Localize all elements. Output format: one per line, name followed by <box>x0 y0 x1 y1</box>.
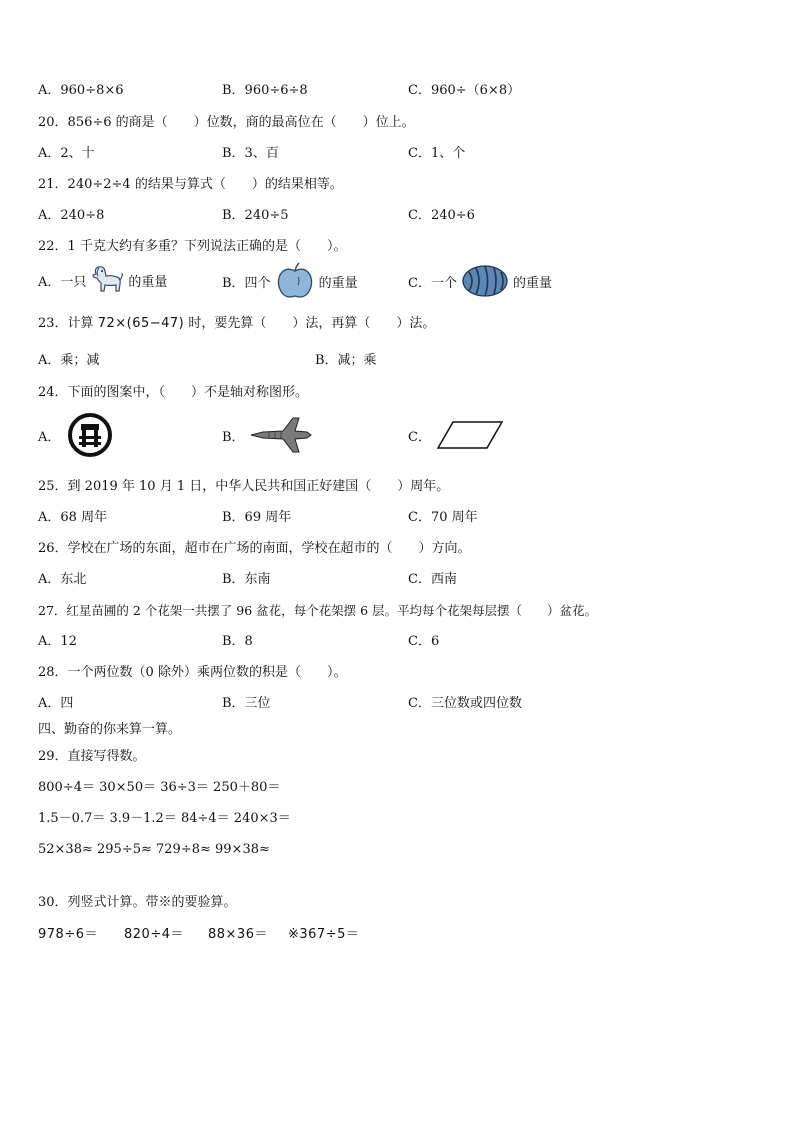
q30-text: 30．列竖式计算。带※的要验算。 <box>38 895 237 910</box>
q23-expression: 72×(65−47) <box>97 316 185 331</box>
q27-option-a: A．12 <box>38 634 77 649</box>
q30-expr-4: ※367÷5＝ <box>288 927 360 942</box>
q26-option-a: A．东北 <box>38 572 87 587</box>
bank-logo-icon <box>64 412 116 464</box>
q21-option-c: C．240÷6 <box>408 208 475 223</box>
q22-option-c-suffix: 的重量 <box>512 276 552 291</box>
q28-text: 28．一个两位数（0 除外）乘两位数的积是（ ）。 <box>38 665 347 680</box>
q25-text: 25．到 2019 年 10 月 1 日，中华人民共和国正好建国（ ）周年。 <box>38 479 450 494</box>
q19-option-a: A．960÷8×6 <box>38 83 124 98</box>
q28-option-c: C．三位数或四位数 <box>408 696 522 711</box>
q24-option-b-label: B． <box>222 430 245 445</box>
q28-option-b: B．三位 <box>222 696 271 711</box>
q19-option-c: C．960÷（6×8） <box>408 83 521 98</box>
q20-option-a: A．2、十 <box>38 146 95 161</box>
q19-option-b: B．960÷6÷8 <box>222 83 308 98</box>
q26-option-b: B．东南 <box>222 572 271 587</box>
q24-option-c-label: C． <box>408 430 431 445</box>
q21-text: 21．240÷2÷4 的结果与算式（ ）的结果相等。 <box>38 177 343 192</box>
q29-row-1: 800÷4＝ 30×50＝ 36÷3＝ 250＋80＝ <box>38 780 281 795</box>
q29-row-3: 52×38≈ 295÷5≈ 729÷8≈ 99×38≈ <box>38 842 270 857</box>
section-heading: 四、勤奋的你来算一算。 <box>38 722 182 737</box>
q20-option-b: B．3、百 <box>222 146 279 161</box>
q28-option-a: A．四 <box>38 696 74 711</box>
q30-expr-3: 88×36＝ <box>208 927 268 942</box>
q30-expr-1: 978÷6＝ <box>38 927 98 942</box>
q25-option-c: C．70 周年 <box>408 510 478 525</box>
q22-option-b-suffix: 的重量 <box>318 276 358 291</box>
q23-text <box>38 315 435 333</box>
q24-option-b <box>222 416 317 460</box>
jet-plane-icon <box>249 415 313 461</box>
q29-row-2: 1.5－0.7＝ 3.9－1.2＝ 84÷4＝ 240×3＝ <box>38 811 291 826</box>
apple-icon <box>275 262 315 306</box>
q24-text: 24．下面的图案中，（ ）不是轴对称图形。 <box>38 385 309 400</box>
q21-option-b: B．240÷5 <box>222 208 289 223</box>
q24-option-a-label: A． <box>38 430 61 445</box>
q30-expr-2: 820÷4＝ <box>124 927 184 942</box>
q22-option-a-label: A．一只 <box>38 275 87 290</box>
q22-option-c <box>408 265 552 303</box>
q20-option-c: C．1、个 <box>408 146 466 161</box>
q26-text: 26．学校在广场的东面，超市在广场的南面，学校在超市的（ ）方向。 <box>38 541 471 556</box>
q20-text: 20．856÷6 的商是（ ）位数，商的最高位在（ ）位上。 <box>38 115 415 130</box>
q25-option-a: A．68 周年 <box>38 510 108 525</box>
q22-option-a-suffix: 的重量 <box>128 275 168 290</box>
q25-option-b: B．69 周年 <box>222 510 292 525</box>
q23-option-a: A．乘；减 <box>38 353 100 368</box>
q26-option-c: C．西南 <box>408 572 457 587</box>
q24-option-c <box>408 416 509 460</box>
q27-option-c: C．6 <box>408 634 440 649</box>
q23-prefix: 23．计算 <box>38 316 94 331</box>
q27-text: 27．红星苗圃的 2 个花架一共摆了 96 盆花，每个花架摆 6 层。平均每个花架每层摆（ ）盆花。 <box>38 603 598 618</box>
q24-option-a <box>38 416 120 460</box>
q29-text: 29．直接写得数。 <box>38 749 146 764</box>
q22-option-a <box>38 265 167 301</box>
q22-option-c-label: C．一个 <box>408 276 457 291</box>
q22-option-b-label: B．四个 <box>222 276 271 291</box>
watermelon-icon <box>461 264 509 304</box>
q23-suffix: 时，要先算（ ）法，再算（ ）法。 <box>188 316 436 331</box>
q22-text: 22．1 千克大约有多重？下列说法正确的是（ ）。 <box>38 239 347 254</box>
parallelogram-icon <box>435 419 505 457</box>
q21-option-a: A．240÷8 <box>38 208 105 223</box>
q22-option-b <box>222 265 358 303</box>
q23-option-b: B．减；乘 <box>315 353 377 368</box>
q27-option-b: B．8 <box>222 634 253 649</box>
dog-icon <box>90 264 124 302</box>
